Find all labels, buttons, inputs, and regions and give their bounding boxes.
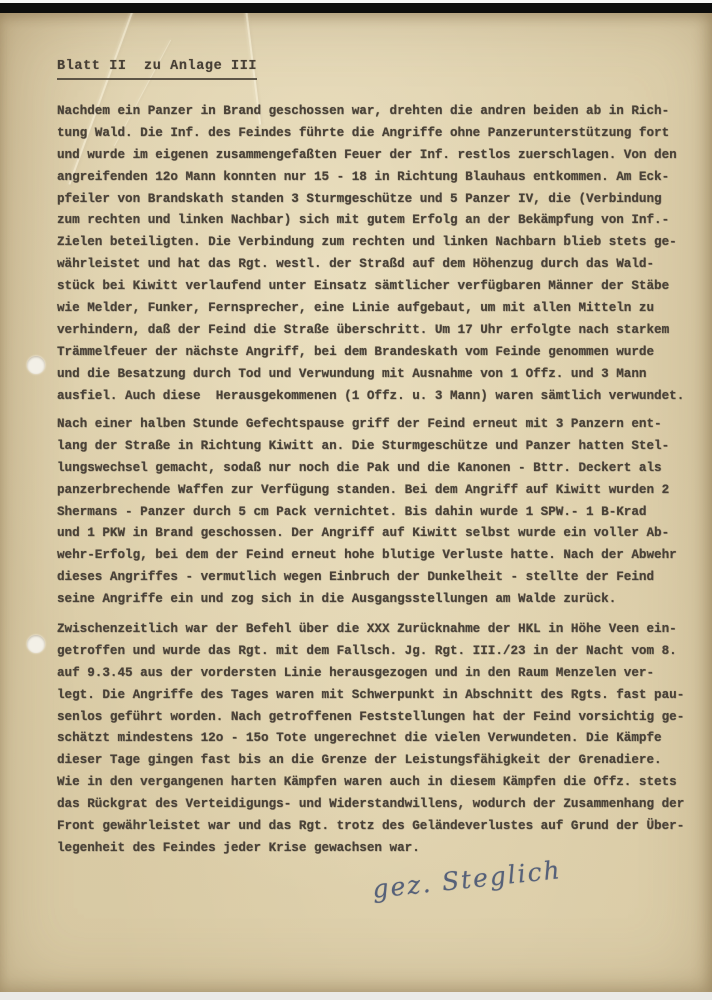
text-line: Nachdem ein Panzer in Brand geschossen war, drehten die andren beiden ab in Rich- <box>57 104 670 118</box>
text-line: lang der Straße in Richtung Kiwitt an. Die Sturmgeschütze und Panzer hatten Stel- <box>57 438 670 453</box>
text-line: Nach einer halben Stunde Gefechtspause griff der Feind erneut mit 3 Panzern ent- <box>57 417 662 431</box>
text-line: pfeiler von Brandskath standen 3 Sturmgeschütze und 5 Panzer IV, die (Verbindung <box>57 191 662 206</box>
text-line: auf 9.3.45 aus der vordersten Linie herausgezogen und in den Raum Menzelen ver- <box>57 665 655 680</box>
text-line: schätzt mindestens 12o - 15o Tote ungerechnet die vielen Verwundeten. Die Kämpfe <box>57 731 662 746</box>
text-line: zum rechten und linken Nachbar) sich mit gutem Erfolg an der Bekämpfung von Inf.- <box>57 213 670 228</box>
text-line: Shermans - Panzer durch 5 cm Pack vernichtet. Bis dahin wurde 1 SPW.- 1 B-Krad <box>57 504 647 519</box>
paragraph-1 <box>57 101 705 407</box>
paragraph-3 <box>57 619 705 860</box>
scan-edge-bottom <box>0 992 712 1000</box>
text-line: währleistet und hat das Rgt. westl. der Straßd auf dem Höhenzug durch das Wald- <box>57 257 655 272</box>
paper-sheet <box>0 13 712 992</box>
text-line: legt. Die Angriffe des Tages waren mit Schwerpunkt in Abschnitt des Rgts. fast pau- <box>57 687 685 702</box>
text-line: das Rückgrat des Verteidigungs- und Widerstandwillens, wodurch der Zusammenhang der <box>57 797 685 812</box>
text-line: und 1 PKW in Brand geschossen. Der Angriff auf Kiwitt selbst wurde ein voller Ab- <box>57 526 670 541</box>
text-line: seine Angriffe ein und zog sich in die Ausgangsstellungen am Walde zurück. <box>57 592 617 607</box>
text-line: tung Wald. Die Inf. des Feindes führte die Angriffe ohne Panzerunterstützung fort <box>57 125 670 140</box>
text-line: Wie in den vergangenen harten Kämpfen waren auch in diesem Kämpfen die Offz. stets <box>57 775 677 790</box>
text-line: senlos geführt worden. Nach getroffenen Feststellungen hat der Feind vorsichtig ge- <box>57 709 685 724</box>
handwritten-signature: gez. Steglich <box>371 855 563 904</box>
text-line: stück bei Kiwitt verlaufend unter Einsatz sämtlicher verfügbaren Männer der Stäbe <box>57 279 670 294</box>
text-line: dieser Tage gingen fast bis an die Grenze der Leistungsfähigkeit der Grenadiere. <box>57 753 662 768</box>
text-line: und die Besatzung durch Tod und Verwundung mit Ausnahme von 1 Offz. und 3 Mann <box>57 366 647 381</box>
scan-edge-top <box>0 0 712 13</box>
text-line: lungswechsel gemacht, sodaß nur noch die Pak und die Kanonen - Bttr. Deckert als <box>57 460 662 475</box>
text-line: dieses Angriffes - vermutlich wegen Einbruch der Dunkelheit - stellte der Feind <box>57 570 655 585</box>
text-line: verhindern, daß der Feind die Straße überschritt. Um 17 Uhr erfolgte nach starkem <box>57 322 670 337</box>
paragraph-2 <box>57 414 705 611</box>
text-line: Zielen beteiligten. Die Verbindung zum rechten und linken Nachbarn blieb stets ge- <box>57 235 677 250</box>
text-line: panzerbrechende Waffen zur Verfügung standen. Bei dem Angriff auf Kiwitt wurden 2 <box>57 482 670 497</box>
text-line: legenheit des Feindes jeder Krise gewachsen war. <box>57 840 420 855</box>
punch-hole <box>27 356 45 374</box>
text-line: und wurde im eigenen zusammengefaßten Feuer der Inf. restlos zuerschlagen. Von den <box>57 147 677 162</box>
text-line: wehr-Erfolg, bei dem der Feind erneut hohe blutige Verluste hatte. Nach der Abwehr <box>57 548 677 563</box>
text-line: Front gewährleistet war und das Rgt. trotz des Geländeverlustes auf Grund der Über- <box>57 819 685 834</box>
text-line: Zwischenzeitlich war der Befehl über die XXX Zurücknahme der HKL in Höhe Veen ein- <box>57 622 677 636</box>
text-line: ausfiel. Auch diese Herausgekommenen (1 Offz. u. 3 Mann) waren sämtlich verwundet. <box>57 388 685 403</box>
text-line: Trämmelfeuer der nächste Angriff, bei dem Brandeskath vom Feinde genommen wurde <box>57 344 655 359</box>
text-line: wie Melder, Funker, Fernsprecher, eine Linie aufgebaut, um mit allen Mitteln zu <box>57 301 655 316</box>
punch-hole <box>27 635 45 653</box>
text-line: angreifenden 12o Mann konnten nur 15 - 18 in Richtung Blauhaus entkommen. Am Eck- <box>57 169 670 184</box>
text-line: getroffen und wurde das Rgt. mit dem Fallsch. Jg. Rgt. III./23 in der Nacht vom 8. <box>57 643 677 658</box>
page-title: Blatt II zu Anlage III <box>57 59 257 80</box>
